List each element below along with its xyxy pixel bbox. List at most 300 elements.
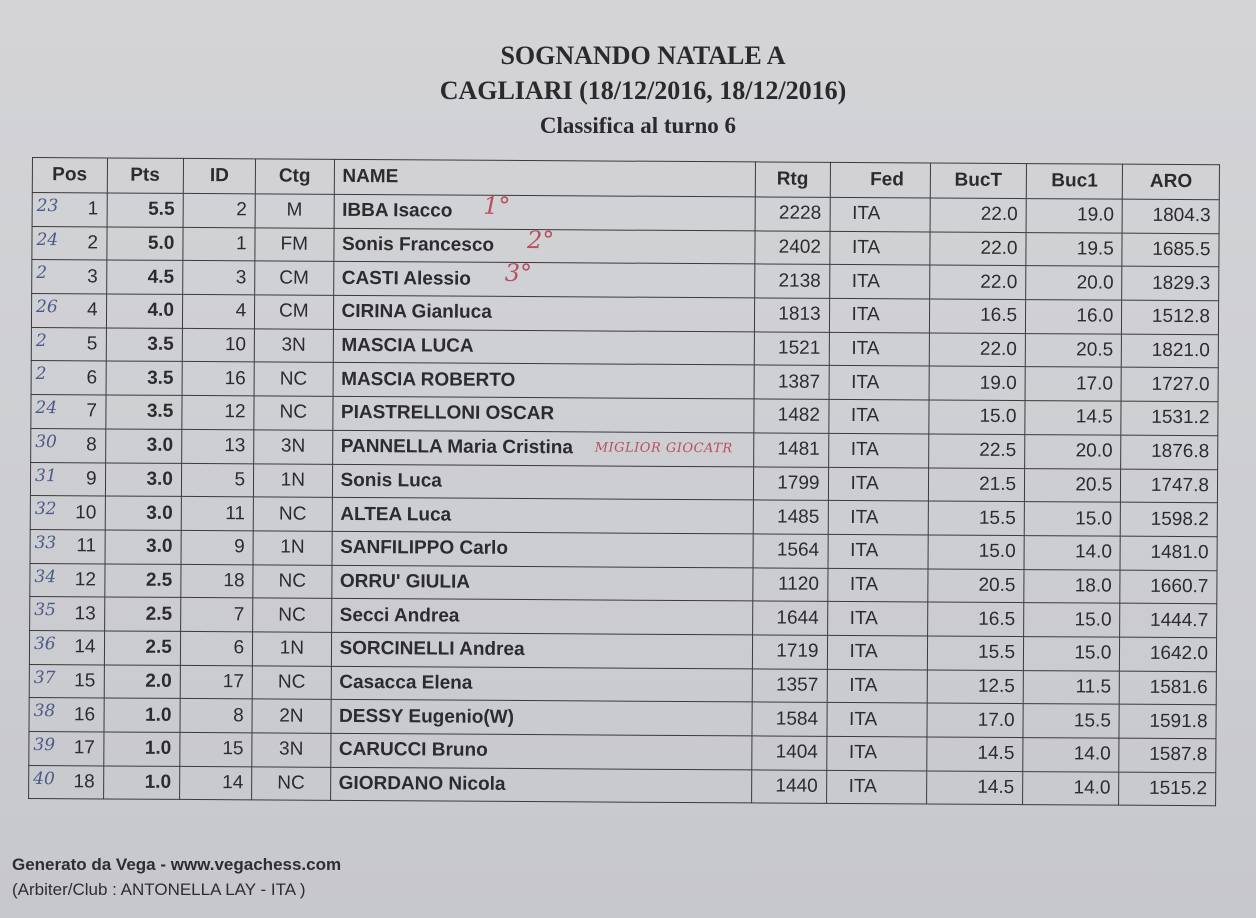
cell-buc1-text: 18.0 [1074, 575, 1112, 597]
cell-aro-text: 1587.8 [1149, 744, 1208, 766]
cell-id [180, 631, 252, 665]
cell-buct [927, 703, 1024, 737]
cell-fed [826, 736, 926, 770]
cell-buc1 [1024, 502, 1121, 536]
cell-rtg-text: 1440 [775, 775, 818, 797]
cell-id [182, 294, 254, 328]
cell-aro [1120, 671, 1217, 705]
handwritten-number: 34 [34, 566, 57, 587]
handwritten-number: 23 [36, 196, 59, 217]
cell-id-text: 11 [225, 502, 246, 524]
title-line-1: SOGNANDO NATALE A [500, 41, 786, 70]
cell-fed [828, 501, 928, 535]
cell-name-text: SORCINELLI Andrea [339, 638, 525, 661]
cell-id [182, 429, 254, 463]
cell-name [331, 632, 753, 668]
cell-id-text: 10 [224, 334, 247, 356]
cell-rtg [753, 567, 828, 601]
cell-fed [828, 534, 928, 568]
cell-buc1-text: 11.5 [1075, 676, 1112, 698]
cell-id-text: 7 [233, 603, 245, 625]
cell-aro [1119, 772, 1216, 806]
cell-id-text: 16 [224, 367, 246, 390]
cell-pos [29, 698, 104, 732]
handwritten-number: 2 [35, 330, 47, 351]
cell-id [183, 227, 255, 261]
cell-buct-text: 15.5 [978, 642, 1016, 664]
cell-buct-text: 22.5 [979, 439, 1017, 462]
cell-ctg-text: NC [277, 772, 305, 794]
cell-buct-text: 22.0 [980, 237, 1018, 260]
handwritten-number: 2 [35, 364, 47, 385]
cell-ctg-text: NC [278, 503, 307, 525]
cell-aro [1119, 704, 1216, 738]
cell-rtg-text: 1564 [776, 539, 820, 562]
cell-id-text: 1 [235, 233, 247, 255]
cell-rtg-text: 1357 [775, 674, 819, 696]
cell-fed-text: ITA [848, 776, 877, 798]
cell-id-text: 3 [235, 266, 247, 289]
cell-id [183, 261, 255, 295]
cell-fed [827, 635, 927, 669]
cell-buc1 [1025, 401, 1122, 435]
cell-aro [1119, 738, 1216, 772]
cell-aro [1121, 401, 1218, 435]
cell-rtg-text: 2402 [778, 236, 822, 258]
cell-name-text: PIASTRELLONI OSCAR [340, 402, 555, 425]
cell-name-text: Secci Andrea [339, 604, 460, 627]
header-fed: Fed [830, 162, 930, 198]
cell-aro-text: 1512.8 [1151, 306, 1211, 328]
cell-id-text: 2 [236, 199, 247, 221]
cell-aro-text: 1660.7 [1150, 575, 1209, 598]
cell-pts [106, 260, 183, 294]
cell-buct [930, 232, 1027, 266]
cell-fed [829, 231, 929, 265]
cell-aro-text: 1685.5 [1152, 238, 1211, 261]
cell-ctg [253, 632, 332, 666]
cell-pos-text: 13 [74, 602, 96, 624]
cell-rtg [752, 702, 827, 736]
cell-pts-text: 1.0 [144, 771, 172, 793]
cell-pos-text: 3 [87, 266, 98, 288]
cell-pts-text: 4.5 [147, 266, 175, 288]
cell-pts [105, 429, 182, 463]
cell-buct [929, 265, 1026, 299]
cell-rtg [752, 635, 827, 669]
cell-pts-text: 2.5 [145, 636, 172, 659]
handwritten-number: 40 [33, 768, 55, 789]
handwritten-number: 37 [33, 667, 56, 688]
cell-name [330, 733, 752, 769]
cell-id [181, 530, 253, 564]
cell-fed-text: ITA [850, 405, 880, 427]
cell-name [331, 599, 753, 635]
cell-fed-text: ITA [851, 270, 880, 292]
cell-buct [929, 333, 1026, 367]
cell-id-text: 12 [224, 401, 246, 423]
cell-fed-text: ITA [849, 674, 878, 697]
cell-buct [929, 366, 1026, 400]
cell-pts-text: 4.0 [147, 300, 175, 322]
cell-buc1 [1024, 603, 1121, 637]
cell-aro [1122, 199, 1219, 233]
cell-pts-text: 2.5 [145, 603, 173, 625]
cell-buc1 [1026, 266, 1123, 300]
cell-fed-text: ITA [850, 472, 879, 495]
cell-pts-text: 5.0 [147, 232, 175, 254]
cell-buc1 [1023, 637, 1120, 671]
cell-fed [827, 669, 927, 703]
cell-aro [1121, 368, 1218, 402]
cell-id [181, 497, 253, 531]
cell-fed-text: ITA [850, 439, 879, 461]
cell-pts [106, 294, 183, 328]
cell-pts [107, 193, 184, 227]
header-buct: BucT [930, 163, 1027, 199]
cell-buc1 [1024, 535, 1121, 569]
cell-aro-text: 1598.2 [1150, 508, 1209, 530]
cell-pos [31, 361, 106, 395]
cell-buc1 [1023, 670, 1120, 704]
cell-buct-text: 22.0 [980, 204, 1018, 226]
cell-ctg [253, 598, 332, 632]
cell-pts [105, 395, 182, 429]
cell-fed [826, 703, 926, 737]
cell-name [333, 259, 755, 298]
cell-buc1 [1026, 199, 1123, 233]
handwritten-annotation: 2° [526, 225, 555, 254]
cell-fed-text: ITA [851, 304, 880, 326]
cell-aro-text: 1821.0 [1151, 339, 1210, 362]
cell-rtg [754, 365, 829, 399]
header-pts: Pts [107, 158, 184, 193]
cell-name-text: MASCIA ROBERTO [341, 368, 516, 391]
cell-name [331, 666, 753, 702]
cell-pos-text: 10 [75, 501, 97, 523]
cell-ctg-text: M [286, 199, 303, 221]
cell-aro [1122, 334, 1219, 368]
cell-buct [929, 299, 1026, 333]
cell-name [332, 464, 754, 500]
cell-pos [31, 395, 106, 429]
footer-arbiter: (Arbiter/Club : ANTONELLA LAY - ITA ) [12, 880, 306, 899]
cell-buct [927, 636, 1024, 670]
cell-ctg [253, 497, 332, 531]
cell-buc1 [1026, 232, 1123, 266]
cell-buc1-text: 15.0 [1074, 642, 1112, 664]
cell-buct-text: 15.0 [979, 406, 1017, 428]
cell-fed-text: ITA [849, 708, 878, 730]
cell-ctg [253, 531, 332, 565]
cell-name-text: DESSY Eugenio(W) [339, 705, 515, 728]
footer [12, 852, 341, 902]
cell-pos-text: 15 [74, 670, 96, 692]
cell-ctg-text: CM [279, 267, 309, 289]
cell-name [332, 396, 754, 432]
cell-ctg [255, 228, 334, 262]
cell-pts [105, 496, 182, 530]
header-rtg: Rtg [755, 162, 830, 197]
cell-pos [30, 462, 105, 496]
cell-rtg-text: 1521 [778, 337, 821, 359]
table-body [29, 193, 1220, 807]
cell-fed [828, 433, 928, 467]
cell-buc1 [1023, 738, 1120, 772]
cell-buc1-text: 15.0 [1074, 608, 1112, 631]
cell-buc1 [1026, 300, 1123, 334]
header-pos: Pos [32, 158, 107, 193]
cell-id-text: 8 [233, 704, 244, 726]
cell-fed-text: ITA [851, 338, 880, 360]
cell-id [181, 564, 253, 598]
cell-ctg-text: 1N [280, 536, 305, 558]
cell-fed-text: ITA [849, 607, 878, 629]
cell-buc1 [1024, 468, 1121, 502]
cell-ctg [254, 329, 333, 363]
cell-fed-text: ITA [851, 371, 880, 393]
cell-pts-text: 3.0 [146, 434, 174, 457]
cell-name-text: Sonis Luca [340, 469, 442, 492]
handwritten-number: 24 [35, 398, 58, 419]
footer-generated: Generato da Vega - www.vegachess.com [12, 855, 342, 874]
cell-ctg-text: 1N [279, 637, 305, 659]
cell-buct [930, 198, 1027, 232]
cell-id [182, 362, 254, 396]
title-line-2: CAGLIARI (18/12/2016, 18/12/2016) [439, 76, 847, 105]
cell-buc1-text: 15.0 [1075, 507, 1113, 530]
cell-name-text: ORRU' GIULIA [339, 570, 471, 593]
cell-aro [1121, 502, 1218, 536]
cell-buct [928, 501, 1025, 535]
cell-id-text: 14 [222, 772, 244, 794]
cell-aro-text: 1727.0 [1151, 373, 1210, 395]
cell-buc1 [1023, 704, 1120, 738]
cell-rtg-text: 1813 [778, 303, 821, 326]
cell-rtg [751, 770, 826, 804]
cell-pts [106, 328, 183, 362]
cell-buc1-text: 20.5 [1075, 474, 1113, 496]
cell-ctg [255, 261, 334, 295]
cell-ctg [254, 463, 333, 497]
cell-ctg-text: NC [279, 368, 308, 390]
cell-pts-text: 2.5 [145, 569, 173, 591]
cell-buct [927, 602, 1024, 636]
cell-buct-text: 20.5 [978, 574, 1016, 596]
cell-ctg-text: 3N [280, 435, 306, 457]
cell-rtg-text: 1584 [775, 708, 819, 730]
cell-ctg [254, 396, 333, 430]
cell-aro-text: 1444.7 [1150, 609, 1209, 631]
cell-fed [829, 332, 929, 366]
cell-fed-text: ITA [848, 742, 878, 764]
cell-id-text: 15 [222, 738, 244, 760]
cell-ctg [254, 362, 333, 396]
cell-pos-text: 1 [87, 198, 99, 220]
cell-name-text: CASTI Alessio [341, 267, 471, 290]
cell-buc1-text: 20.0 [1076, 272, 1114, 294]
cell-aro-text: 1804.3 [1152, 205, 1211, 227]
cell-aro-text: 1642.0 [1149, 643, 1209, 665]
cell-ctg-text: NC [278, 570, 307, 592]
cell-name [333, 295, 755, 331]
cell-ctg [254, 430, 333, 464]
cell-rtg-text: 1719 [776, 640, 819, 663]
cell-aro [1120, 603, 1217, 637]
cell-fed-text: ITA [852, 203, 881, 225]
cell-id [180, 598, 252, 632]
cell-name [333, 329, 755, 365]
cell-buct-text: 19.0 [979, 372, 1017, 394]
cell-pos-text: 9 [85, 468, 97, 490]
cell-fed [828, 399, 928, 433]
cell-aro-text: 1591.8 [1149, 710, 1208, 732]
cell-rtg [752, 601, 827, 635]
cell-pos [30, 597, 105, 631]
cell-fed [830, 197, 930, 231]
cell-rtg-text: 1404 [775, 741, 818, 764]
cell-id [183, 193, 255, 227]
handwritten-annotation: 3° [504, 259, 533, 288]
cell-buct-text: 14.5 [977, 776, 1015, 799]
cell-aro [1122, 233, 1219, 267]
cell-ctg [255, 194, 334, 228]
cell-id-text: 6 [233, 637, 245, 659]
cell-rtg [753, 466, 828, 500]
header-ctg: Ctg [255, 159, 334, 194]
cell-buct [927, 737, 1024, 771]
cell-buct [928, 535, 1025, 569]
cell-pts-text: 3.0 [146, 502, 173, 524]
cell-pts [106, 227, 183, 261]
cell-rtg [755, 231, 830, 265]
cell-name [330, 767, 752, 803]
cell-name-text: CARUCCI Bruno [338, 739, 488, 762]
cell-ctg [252, 767, 331, 801]
cell-pos [32, 193, 107, 227]
cell-aro-text: 1515.2 [1148, 777, 1208, 800]
cell-pos-text: 18 [73, 771, 95, 793]
cell-id-text: 9 [234, 536, 245, 558]
cell-rtg-text: 1120 [777, 573, 819, 595]
cell-ctg-text: 3N [281, 334, 306, 356]
standings-table [28, 157, 1220, 807]
cell-fed [829, 366, 929, 400]
cell-pts [103, 732, 180, 766]
cell-name-text: PANNELLA Maria Cristina [340, 436, 574, 459]
cell-name [332, 498, 754, 534]
cell-id-text: 18 [223, 570, 245, 592]
cell-pts [106, 361, 183, 395]
handwritten-number: 2 [36, 263, 48, 284]
cell-rtg-text: 1482 [777, 405, 821, 427]
cell-pts-text: 3.5 [147, 367, 174, 389]
table-row [29, 765, 1216, 806]
cell-pos-text: 6 [86, 367, 98, 389]
cell-name [333, 225, 755, 264]
cell-pts-text: 3.5 [146, 401, 174, 423]
cell-fed-text: ITA [851, 237, 881, 259]
header-id: ID [183, 158, 255, 193]
handwritten-number: 33 [34, 532, 57, 554]
cell-ctg-text: FM [280, 233, 309, 255]
cell-pts [103, 766, 180, 800]
header-name: NAME [334, 159, 756, 197]
cell-pos [29, 731, 104, 765]
cell-ctg [252, 665, 331, 699]
cell-buct [928, 569, 1025, 603]
cell-pts [104, 564, 181, 598]
cell-aro-text: 1829.3 [1152, 272, 1211, 294]
cell-name-text: GIORDANO Nicola [338, 772, 506, 795]
cell-buct-text: 15.0 [978, 541, 1016, 563]
cell-ctg-text: 3N [278, 738, 304, 761]
cell-pos [30, 563, 105, 597]
cell-ctg-text: CM [279, 300, 309, 323]
cell-aro [1121, 435, 1218, 469]
cell-id [180, 699, 252, 733]
cell-rtg [753, 534, 828, 568]
cell-ctg-text: NC [277, 671, 306, 693]
handwritten-number: 30 [35, 431, 57, 452]
cell-pts [104, 631, 181, 665]
cell-rtg [754, 298, 829, 332]
cell-fed-text: ITA [850, 506, 879, 528]
cell-rtg [754, 264, 829, 298]
cell-pos-text: 12 [74, 569, 96, 591]
cell-buc1-text: 19.0 [1076, 204, 1115, 226]
handwritten-number: 26 [36, 297, 58, 318]
cell-id-text: 5 [234, 469, 246, 491]
cell-id-text: 17 [222, 671, 245, 693]
cell-pos [29, 765, 104, 799]
cell-ctg-text: 1N [280, 469, 306, 491]
cell-pts-text: 2.0 [145, 670, 172, 692]
cell-pos-text: 7 [86, 400, 98, 422]
cell-aro-text: 1581.6 [1149, 676, 1208, 699]
cell-aro-text: 1876.8 [1151, 440, 1210, 463]
cell-fed [829, 298, 929, 332]
cell-aro [1120, 637, 1217, 671]
cell-buc1 [1025, 434, 1122, 468]
cell-buc1-text: 15.5 [1073, 710, 1111, 732]
cell-rtg-text: 1799 [777, 472, 820, 494]
cell-name [330, 700, 752, 736]
cell-fed [827, 602, 927, 636]
cell-name-text: MASCIA LUCA [341, 334, 474, 357]
cell-aro-text: 1747.8 [1150, 474, 1210, 497]
cell-fed [828, 467, 928, 501]
cell-fed [826, 770, 926, 804]
cell-buct-text: 21.5 [979, 473, 1017, 495]
cell-name-text: Casacca Elena [339, 671, 473, 694]
cell-rtg-text: 2138 [778, 270, 821, 292]
cell-pos-text: 11 [76, 535, 97, 557]
document-title [0, 38, 1256, 143]
cell-buct [929, 400, 1026, 434]
cell-rtg [755, 197, 830, 231]
cell-buct-text: 16.5 [980, 305, 1018, 327]
handwritten-number: 38 [33, 701, 56, 722]
cell-pos [31, 294, 106, 328]
cell-rtg-text: 1387 [777, 371, 821, 393]
cell-pts [104, 698, 181, 732]
cell-ctg [252, 699, 331, 733]
cell-buc1-text: 14.0 [1074, 541, 1113, 563]
cell-buc1-text: 14.0 [1073, 743, 1111, 765]
header-buc1: Buc1 [1026, 164, 1123, 200]
handwritten-annotation: MIGLIOR GIOCATR [594, 440, 733, 457]
